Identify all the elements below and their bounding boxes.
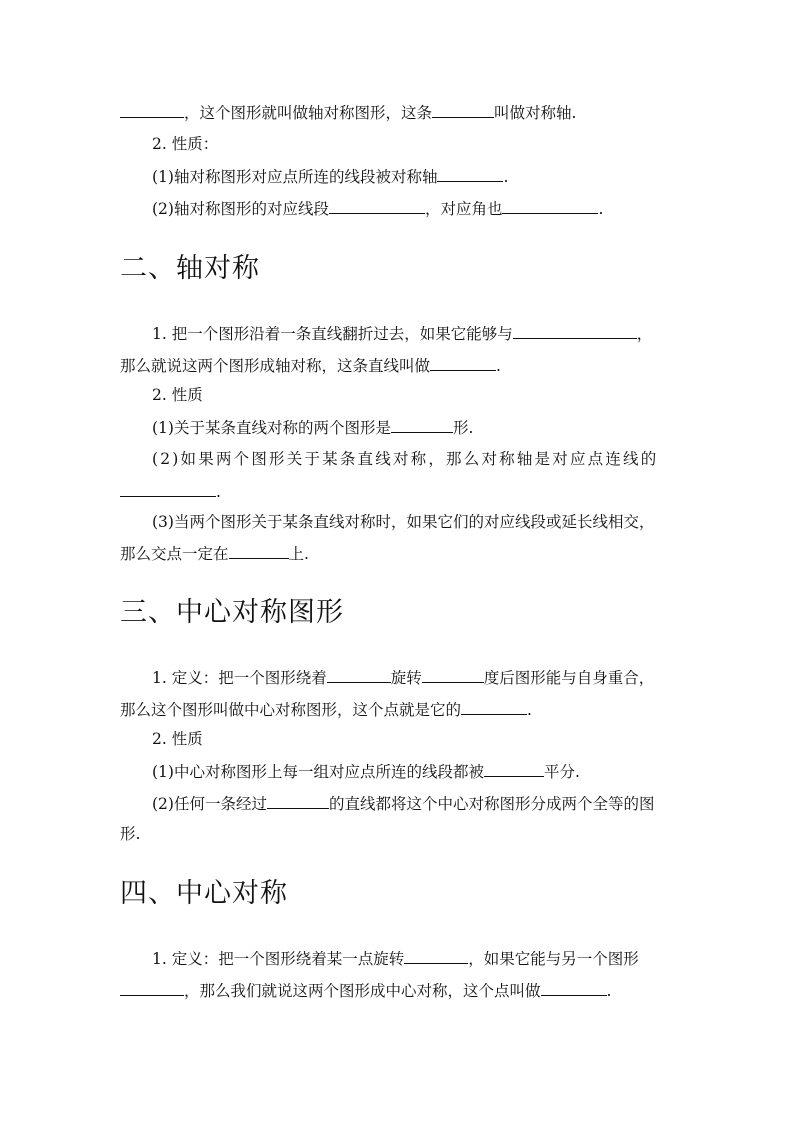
answer-blank[interactable] [120,980,184,996]
answer-blank[interactable] [327,667,391,683]
sec3-property-1: (1)中心对称图形上每一组对应点所连的线段都被 平分. [152,763,580,781]
answer-blank[interactable] [432,102,494,118]
sec2-definition-line-2: 那么就说这两个图形成轴对称，这条直线叫做 . [120,357,501,375]
answer-blank[interactable] [120,102,184,118]
answer-blank[interactable] [422,667,484,683]
intro-line-1 [120,102,680,123]
answer-blank[interactable] [391,417,453,433]
sec3-property-2: (2)任何一条经过 的直线都将这个中心对称图形分成两个全等的图 [152,795,655,813]
section-heading-axial-symmetry: 二、轴对称 [120,253,260,284]
sec2-property-3-cont: 那么交点一定在 上. [120,545,309,563]
sec2-property-title: 2. 性质 [152,386,203,404]
sec3-property-2-cont: 形. [120,825,141,843]
answer-blank[interactable] [120,481,216,497]
answer-blank[interactable] [404,948,468,964]
sec2-property-1: (1)关于某条直线对称的两个图形是 形. [152,419,474,437]
sec2-property-2-cont: . [120,481,680,502]
answer-blank[interactable] [430,355,496,371]
answer-blank[interactable] [502,198,598,214]
sec2-definition-line-1: 1. 把一个图形沿着一条直线翻折过去，如果它能够与 ， [152,325,653,343]
answer-blank[interactable] [267,793,329,809]
sec2-property-3: (3)当两个图形关于某条直线对称时，如果它们的对应线段或延长线相交， [152,513,655,531]
sec4-definition-line-1: 1. 定义：把一个图形绕着某一点旋转 ，如果它能与另一个图形 [152,950,639,968]
text: ，这个图形就叫做轴对称图形，这条 [184,104,433,122]
text: 叫做对称轴. [494,104,577,122]
answer-blank[interactable] [513,323,637,339]
intro-property-2: (2)轴对称图形的对应线段 ，对应角也 . [152,200,604,218]
intro-property-title: 2. 性质： [152,135,219,153]
section-heading-central-symmetry: 四、中心对称 [120,878,288,909]
answer-blank[interactable] [484,761,544,777]
sec3-definition-line-1: 1. 定义：把一个图形绕着 旋转 度后图形能与自身重合， [152,669,655,687]
answer-blank[interactable] [541,980,607,996]
answer-blank[interactable] [229,543,289,559]
sec3-definition-line-2: 那么这个图形叫做中心对称图形，这个点就是它的 . [120,701,532,719]
answer-blank[interactable] [329,198,425,214]
answer-blank[interactable] [437,166,503,182]
sec3-property-title: 2. 性质 [152,730,203,748]
answer-blank[interactable] [461,699,527,715]
sec4-definition-line-2: ，那么我们就说这两个图形成中心对称，这个点叫做 . [120,980,680,1001]
intro-property-1: (1)轴对称图形对应点所连的线段被对称轴 . [152,168,509,186]
sec2-property-2: (2)如果两个图形关于某条直线对称，那么对称轴是对应点连线的 [152,450,659,468]
section-heading-central-symmetric-figure: 三、中心对称图形 [120,597,344,628]
